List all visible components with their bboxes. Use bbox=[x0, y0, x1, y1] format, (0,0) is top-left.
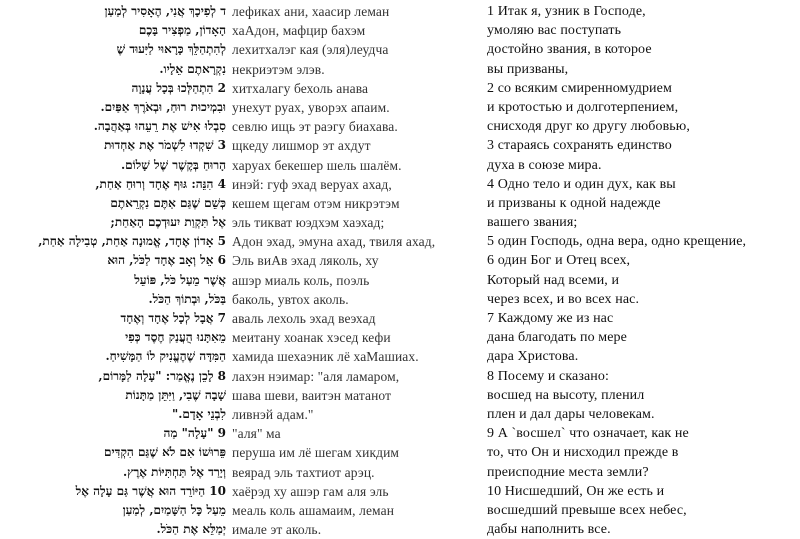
hebrew-line: יְמַלֵּא אֶת הַכֹּל. bbox=[156, 522, 226, 537]
hebrew-line: הָאָדוֹן, מַפְצִיר בָּכֶם bbox=[138, 23, 226, 38]
russian-line: 5 один Господь, одна вера, одно крещение, bbox=[487, 234, 747, 250]
russian-line: вы призваны, bbox=[487, 61, 569, 77]
hebrew-line: מֵעַל כָּל הַשָּׁמַיִם, לְמַעַן bbox=[122, 502, 226, 517]
russian-line: снисходя друг ко другу любовью, bbox=[487, 119, 690, 135]
russian-line: и призваны к одной надежде bbox=[487, 195, 661, 211]
transliteration-line: инэй: гуф эхад веруах ахад, bbox=[232, 176, 392, 192]
transliteration-line: хамида шехаэник лё хаМашиах. bbox=[232, 349, 419, 365]
hebrew-line: פֵּרוּשׁוֹ אִם לֹא שֶׁגַּם הִקְדִּים bbox=[104, 445, 226, 460]
hebrew-line: וְיָרַד אֶל תַּחְתִּיּוֹת אֶרֶץ. bbox=[122, 464, 226, 479]
transliteration-line: лехитхалэг кая (эля)леудча bbox=[232, 42, 389, 58]
hebrew-line: 8 לָכֵן נֶאֱמַר: "עָלָה לַמָּרוֹם, bbox=[98, 368, 226, 383]
russian-line: 2 со всяким смиренномудрием bbox=[487, 80, 672, 96]
russian-line: умоляю вас поступать bbox=[487, 23, 622, 39]
russian-line: 7 Каждому же из нас bbox=[487, 311, 614, 326]
hebrew-line: אֶל תִּקְוַת יִעוּדְכֶם הָאַחַת; bbox=[110, 215, 226, 230]
russian-line: 8 Посему и сказано: bbox=[487, 368, 609, 384]
hebrew-line: הָרוּחַ בְּקֶשֶׁר שֶׁל שָׁלוֹם. bbox=[120, 157, 226, 172]
transliteration-line: кешем щегам отэм никрэтэм bbox=[232, 195, 400, 211]
russian-line: достойно звания, в которое bbox=[487, 42, 652, 58]
russian-line: и кротостью и долготерпением, bbox=[487, 99, 679, 115]
hebrew-line: כְּשֵׁם שֶׁגַּם אַתֶּם נִקְרֵאתֶם bbox=[110, 195, 226, 210]
transliteration-line: лефиках ани, хаасир леман bbox=[232, 4, 390, 19]
transliteration-line: имале эт аколь. bbox=[232, 522, 322, 538]
hebrew-line: 10 הַיּוֹרֵד הוּא אֲשֶׁר גַּם עָלָה אֶל bbox=[75, 483, 226, 498]
hebrew-line: נִקְרָאתֶם אֵלָיו. bbox=[159, 61, 226, 76]
hebrew-line: לִבְנֵי אָדָם." bbox=[171, 406, 226, 421]
transliteration-line: шава шеви, ваитэн матанот bbox=[232, 387, 392, 403]
transliteration-line: некриэтэм элэв. bbox=[232, 61, 325, 77]
russian-line: 6 один Бог и Отец всех, bbox=[487, 253, 631, 269]
transliteration-line: харуах бекешер шель шалём. bbox=[232, 157, 402, 173]
transliteration-line: меаль коль ашамаим, леман bbox=[232, 502, 395, 518]
russian-column bbox=[487, 2, 797, 539]
russian-line: Который над всеми, и bbox=[487, 272, 620, 288]
transliteration-line: унехут руах, уворэх апаим. bbox=[232, 99, 390, 115]
hebrew-line: אֲשֶׁר מֵעַל כֹּל, פּוֹעֵל bbox=[134, 272, 226, 287]
russian-line: дабы наполнить все. bbox=[487, 522, 611, 538]
hebrew-line: 3 שִׁקְדוּ לִשְׁמֹר אֶת אַחְדוּת bbox=[104, 138, 226, 153]
hebrew-column bbox=[0, 2, 226, 539]
russian-line: восшедший превыше всех небес, bbox=[487, 502, 687, 518]
transliteration-line: ливнэй адам." bbox=[232, 406, 314, 422]
russian-line: дана благодать по мере bbox=[487, 330, 627, 346]
russian-line: 4 Одно тело и один дух, как вы bbox=[487, 176, 676, 192]
hebrew-line: 5 אָדוֹן אֶחָד, אֱמוּנָה אַחַת, טְבִילָה אַחַת, bbox=[38, 234, 226, 249]
hebrew-line: מֵאִתָּנוּ הֻעֲנַק חֶסֶד כְּפִי bbox=[125, 330, 226, 345]
russian-line: то, что Он и нисходил прежде в bbox=[487, 445, 679, 461]
russian-line: 10 Нисшедший, Он же есть и bbox=[487, 483, 665, 499]
hebrew-line: 6 אֵל וְאָב אֶחָד לַכֹּל, הוּא bbox=[107, 253, 226, 268]
russian-line: духа в союзе мира. bbox=[487, 157, 602, 173]
transliteration-line: хаёрэд ху ашэр гам аля эль bbox=[232, 483, 389, 499]
hebrew-line: וּבִמְיכוּת רוּחַ, וּבְאֹרֶךְ אַפַּיִם. bbox=[100, 99, 226, 114]
hebrew-line: 9 "עָלָה" מַה bbox=[163, 426, 226, 441]
transliteration-line: эль тикват юэдхэм хаэхад; bbox=[232, 215, 385, 231]
hebrew-line: הַמִּדָּה שֶׁהֶעֱנִיק לוֹ הַמָּשִׁיחַ. bbox=[105, 349, 226, 364]
hebrew-line: ד לְפִיכָךְ אֲנִי, הֶאָסִיר לְמַעַן bbox=[104, 4, 226, 18]
transliteration-line: веярад эль тахтиот арэц. bbox=[232, 464, 375, 480]
transliteration-line: Адон эхад, эмуна ахад, твиля ахад, bbox=[232, 234, 436, 250]
transliteration-line: "аля" ма bbox=[232, 426, 281, 442]
transliteration-line: лахэн нэимар: "аля ламаром, bbox=[232, 368, 400, 384]
transliteration-line: севлю ищь эт раэгу биахава. bbox=[232, 119, 398, 135]
hebrew-line: 4 הִנֵּה: גּוּף אֶחָד וְרוּחַ אַחַת, bbox=[95, 176, 226, 191]
transliteration-line: аваль лехоль эхад веэхад bbox=[232, 311, 376, 326]
transliteration-line: Эль виАв эхад ляколь, ху bbox=[232, 253, 379, 269]
russian-line: вашего звания; bbox=[487, 215, 578, 231]
transliteration-column bbox=[232, 2, 472, 539]
russian-line: 1 Итак я, узник в Господе, bbox=[487, 4, 646, 19]
hebrew-line: 7 אֲבָל לְכָל אֶחָד וְאֶחָד bbox=[120, 311, 226, 325]
russian-line: 9 А `восшел` что означает, как не bbox=[487, 426, 689, 442]
hebrew-line: בַּכֹּל, וּבְתוֹךְ הַכֹּל. bbox=[148, 291, 226, 306]
transliteration-line: баколь, увтох аколь. bbox=[232, 291, 349, 307]
hebrew-line: סִבְלוּ אִישׁ אֶת רֵעֵהוּ בְּאַהֲבָה. bbox=[93, 119, 226, 134]
transliteration-line: меитану хоанак хэсед кефи bbox=[232, 330, 391, 346]
hebrew-line: שָׁבָה שֶׁבִי, וַיִּתֵּן מַתָּנוֹת bbox=[125, 387, 226, 402]
russian-line: плен и дал дары человекам. bbox=[487, 406, 655, 422]
hebrew-line: לְהִתְהַלֵּךְ כָּרָאוּי לַיִּעוּד שֶׁ bbox=[116, 42, 226, 57]
transliteration-line: щкеду лишмор эт ахдут bbox=[232, 138, 371, 154]
hebrew-line: 2 הִתְהַלְּכוּ בְּכָל עֲנָוָה bbox=[131, 80, 226, 95]
transliteration-line: перуша им лё шегам хикдим bbox=[232, 445, 400, 461]
transliteration-line: хаАдон, мафцир бахэм bbox=[232, 23, 366, 39]
russian-line: 3 стараясь сохранять единство bbox=[487, 138, 672, 154]
russian-line: через всех, и во всех нас. bbox=[487, 291, 640, 307]
transliteration-line: хитхалагу бехоль анава bbox=[232, 80, 369, 96]
russian-line: восшед на высоту, пленил bbox=[487, 387, 645, 403]
transliteration-line: ашэр миаль коль, поэль bbox=[232, 272, 370, 288]
russian-line: преисподние места земли? bbox=[487, 464, 649, 480]
russian-line: дара Христова. bbox=[487, 349, 579, 365]
